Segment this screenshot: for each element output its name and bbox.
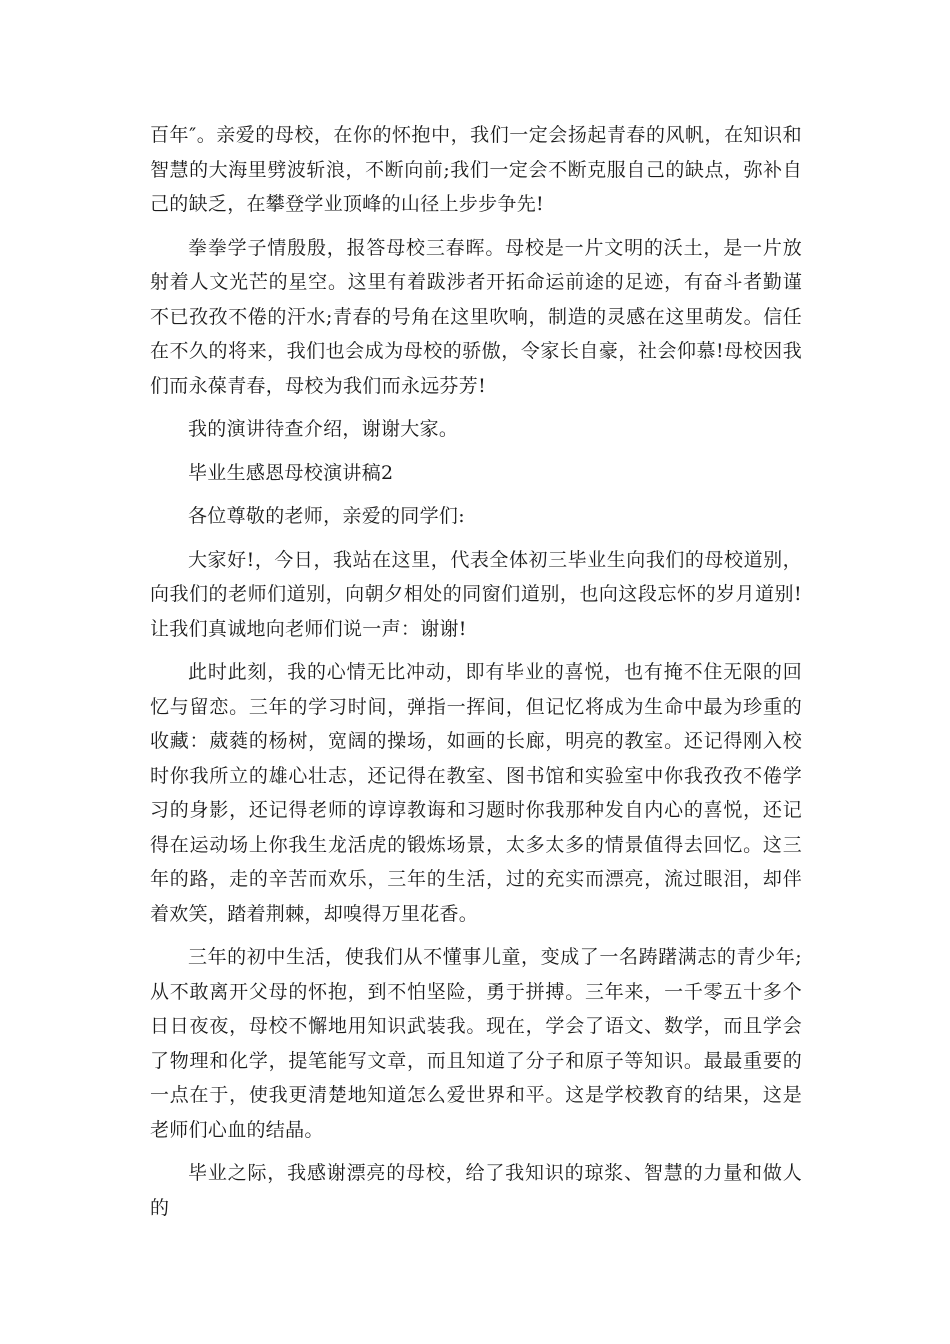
salutation: 各位尊敬的老师，亲爱的同学们: <box>188 505 465 527</box>
section-heading: 毕业生感恩母校演讲稿2 <box>188 461 394 484</box>
paragraph: 此时此刻，我的心情无比冲动，即有毕业的喜悦，也有掩不住无限的回忆与留恋。三年的学习时间，弹指一挥间，但记忆将成为生命中最为珍重的收藏：葳蕤的杨树，宽阔的操场，如画的长廊，明亮的教室。还记得刚入校时你我所立的雄心壮志，还记得在教室、图书馆和实验室中你我孜孜不倦学习的身影，还记得老师的谆谆教诲和习题时你我那种发自内心的喜悦，还记得在运动场上你我生龙活虎的锻炼场景，太多太多的情景值得去回忆。这三年的路，走的辛苦而欢乐，三年的生活，过的充实而漂亮，流过眼泪，却伴着欢笑，踏着荆棘，却嗅得万里花香。 <box>150 661 802 925</box>
document-body <box>150 118 802 1234</box>
paragraph: 三年的初中生活，使我们从不懂事儿童，变成了一名踌躇满志的青少年;从不敢离开父母的怀抱，到不怕坚险，勇于拼搏。三年来，一千零五十多个日日夜夜，母校不懈地用知识武装我。现在，学会了语文、数学，而且学会了物理和化学，提笔能写文章，而且知道了分子和原子等知识。最最重要的一点在于，使我更清楚地知道怎么爱世界和平。这是学校教育的结果，这是老师们心血的结晶。 <box>150 946 802 1141</box>
paragraph: 大家好!，今日，我站在这里，代表全体初三毕业生向我们的母校道别，向我们的老师们道别，向朝夕相处的同窗们道别，也向这段忘怀的岁月道别!让我们真诚地向老师们说一声：谢谢! <box>150 548 802 640</box>
paragraph: 百年″。亲爱的母校，在你的怀抱中，我们一定会扬起青春的风帆，在知识和智慧的大海里劈波斩浪，不断向前;我们一定会不断克服自己的缺点，弥补自己的缺乏，在攀登学业顶峰的山径上步步争先! <box>150 124 802 215</box>
paragraph: 拳拳学子情殷殷，报答母校三春晖。母校是一片文明的沃土，是一片放射着人文光芒的星空。这里有着跋涉者开拓命运前途的足迹，有奋斗者勤谨不已孜孜不倦的汗水;青春的号角在这里吹响，制造的灵感在这里萌发。信任在不久的将来，我们也会成为母校的骄傲，令家长自豪，社会仰慕!母校因我们而永葆青春，母校为我们而永远芬芳! <box>150 236 802 397</box>
paragraph: 毕业之际，我感谢漂亮的母校，给了我知识的琼浆、智慧的力量和做人的 <box>150 1162 802 1219</box>
paragraph: 我的演讲待查介绍，谢谢大家。 <box>188 418 459 440</box>
